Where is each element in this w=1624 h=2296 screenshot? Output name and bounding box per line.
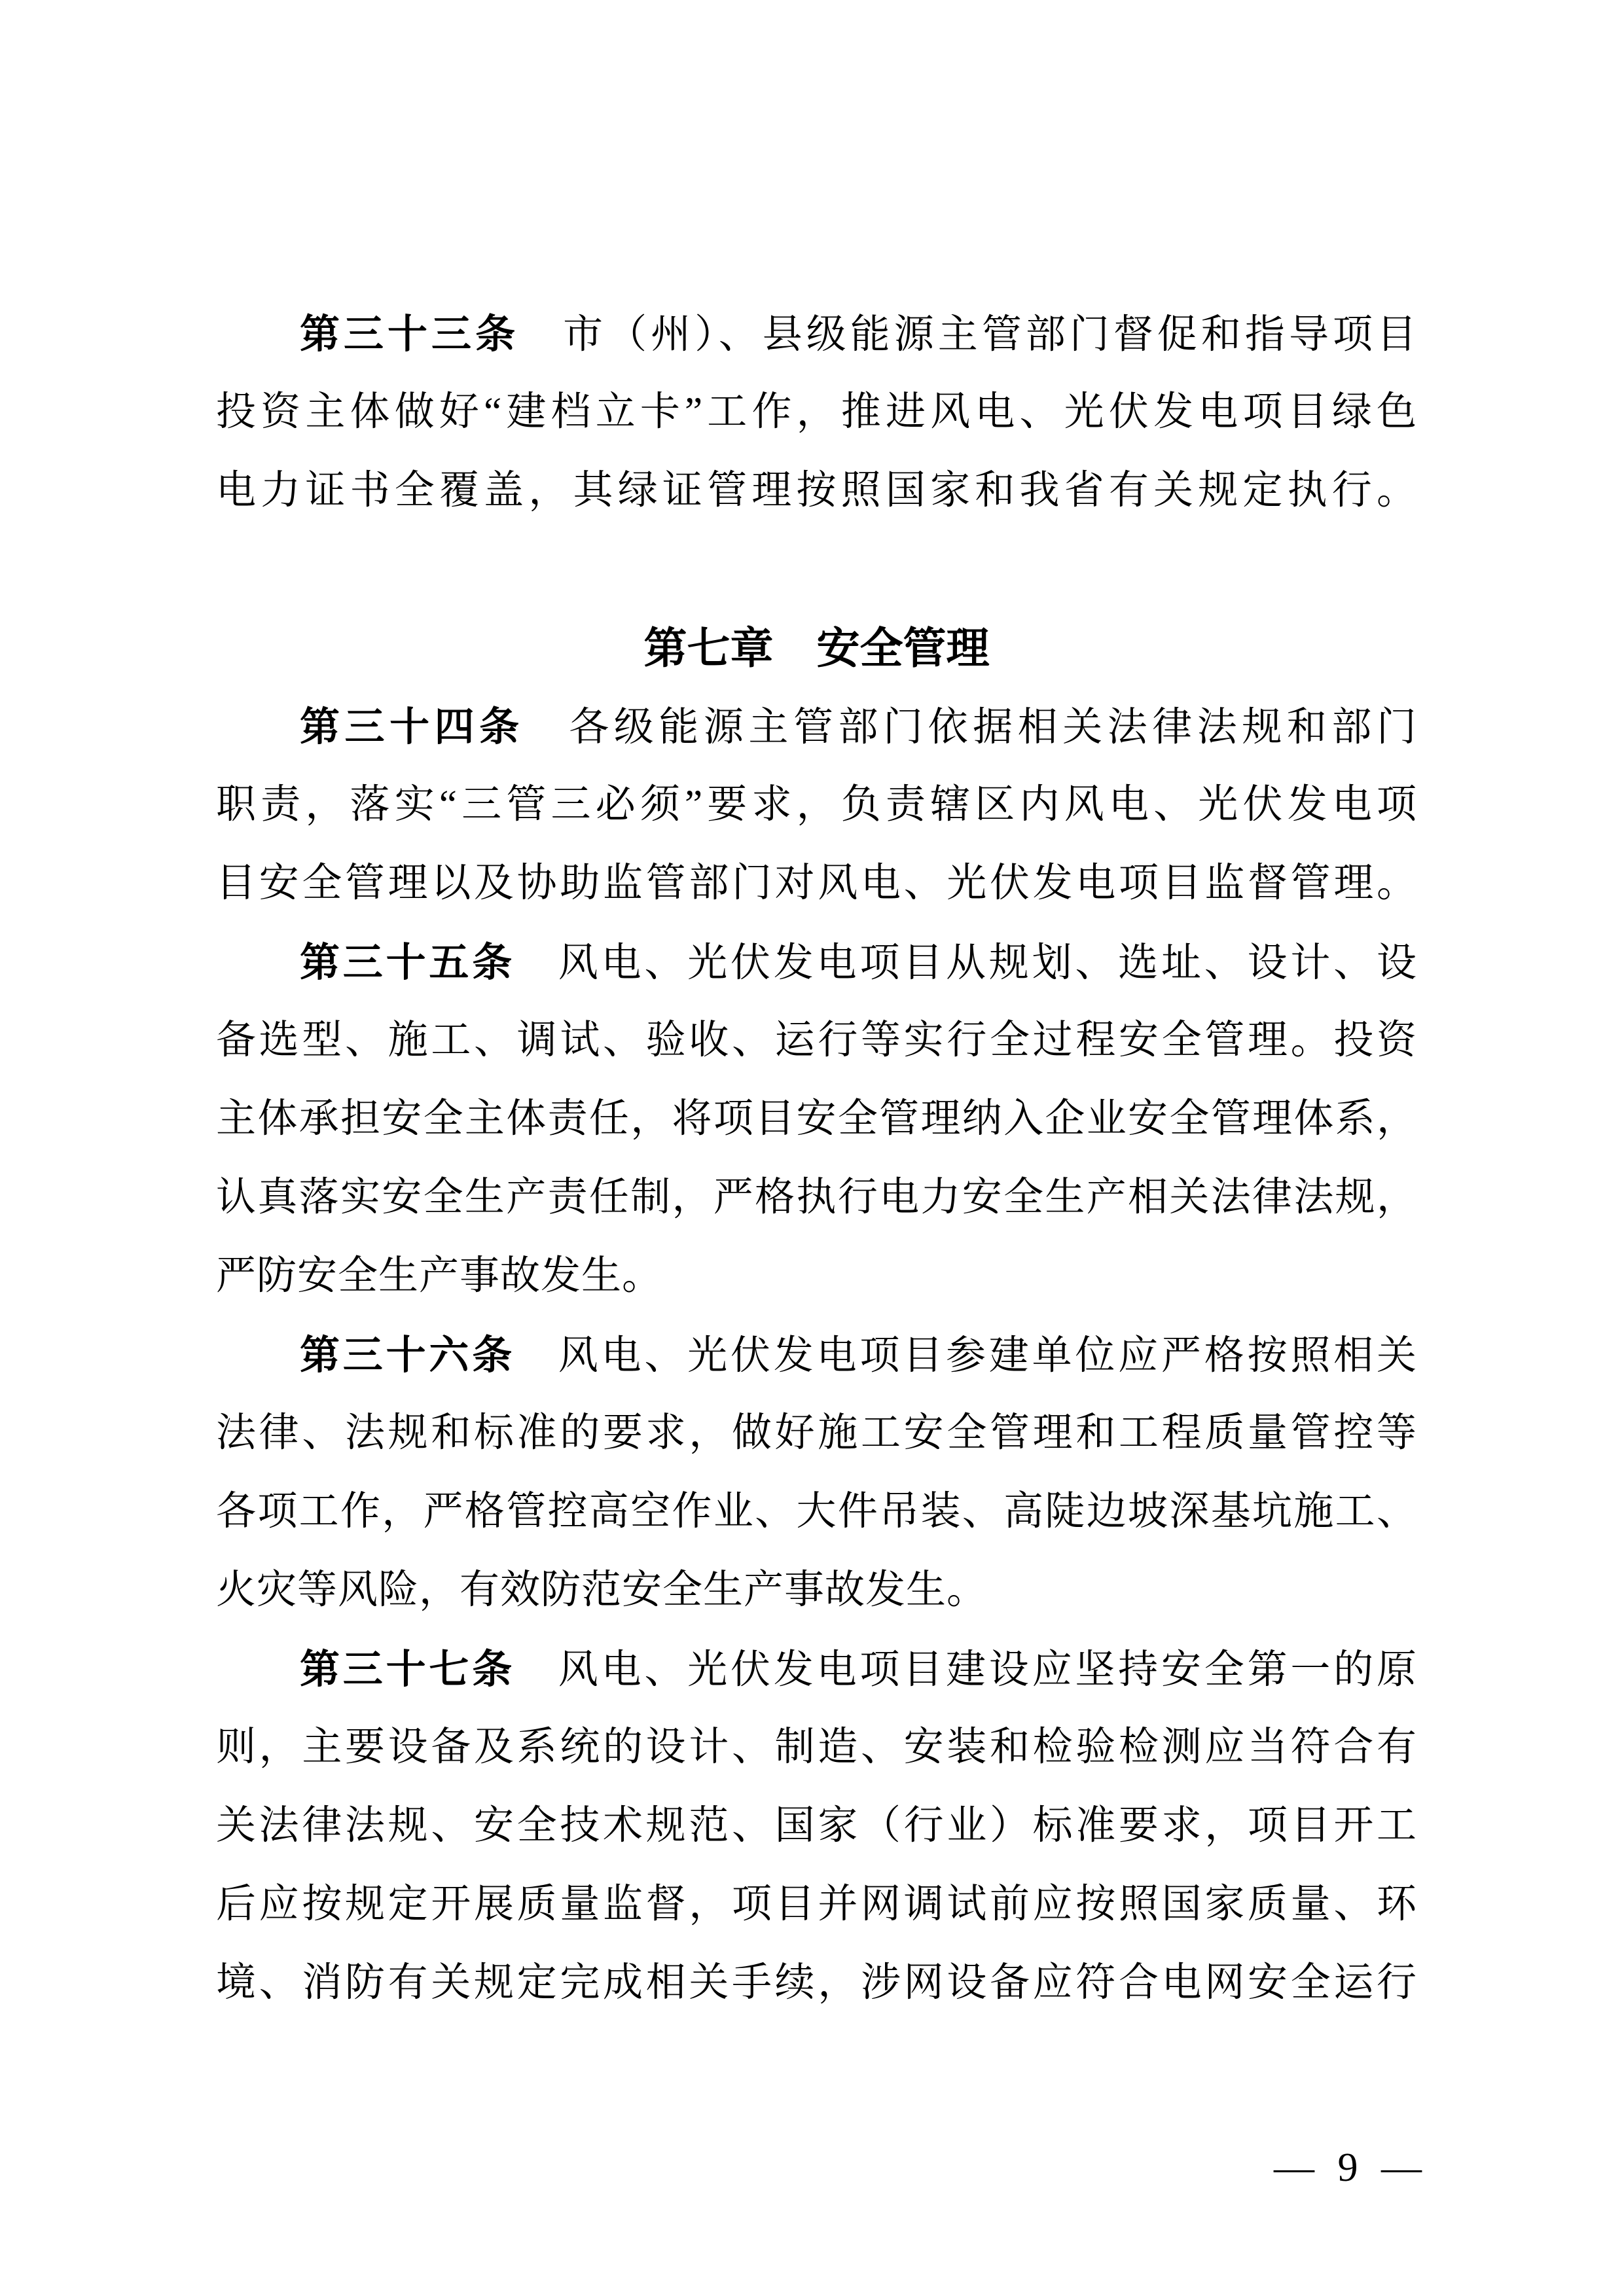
line-text: 法律、法规和标准的要求，做好施工安全管理和工程质量管控等 — [216, 1411, 1417, 1455]
line-text: 则，主要设备及系统的设计、制造、安装和检验检测应当符合有 — [216, 1725, 1417, 1769]
line-text: 火灾等风险，有效防范安全生产事故发生。 — [216, 1568, 988, 1612]
article-35-line — [216, 1237, 1417, 1316]
line-text: 目安全管理以及协助监管部门对风电、光伏发电项目监督管理。 — [216, 861, 1417, 905]
article-37-line — [216, 1787, 1417, 1865]
article-33-line — [216, 452, 1417, 530]
article-37-line — [216, 1630, 1417, 1708]
chapter-heading: 第七章 安全管理 — [643, 624, 990, 672]
article-number: 第三十四条 — [300, 704, 524, 749]
line-text: 境、消防有关规定完成相关手续，涉网设备应符合电网安全运行 — [216, 1961, 1417, 2005]
line-text: 各级能源主管部门依据相关法律法规和部门 — [524, 706, 1417, 749]
article-number: 第三十七条 — [300, 1647, 515, 1691]
article-35-line — [216, 1080, 1417, 1158]
line-text: 电力证书全覆盖，其绿证管理按照国家和我省有关规定执行。 — [216, 469, 1417, 512]
article-34-line — [216, 766, 1417, 844]
line-text: 风电、光伏发电项目建设应坚持安全第一的原 — [515, 1648, 1417, 1692]
line-text: 风电、光伏发电项目参建单位应严格按照相关 — [515, 1334, 1417, 1378]
line-text: 主体承担安全主体责任，将项目安全管理纳入企业安全管理体系， — [216, 1097, 1417, 1141]
line-text: 风电、光伏发电项目从规划、选址、设计、设 — [515, 941, 1417, 985]
article-37-line — [216, 1708, 1417, 1787]
line-text: 职责，落实“三管三必须”要求，负责辖区内风电、光伏发电项 — [216, 783, 1417, 827]
line-text: 各项工作，严格管控高空作业、大件吊装、高陡边坡深基坑施工、 — [216, 1490, 1417, 1534]
article-33-line — [216, 373, 1417, 452]
line-text: 投资主体做好“建档立卡”工作，推进风电、光伏发电项目绿色 — [216, 390, 1417, 434]
line-text: 认真落实安全生产责任制，严格执行电力安全生产相关法律法规， — [216, 1175, 1417, 1219]
line-text: 后应按规定开展质量监督，项目并网调试前应按照国家质量、环 — [216, 1882, 1417, 1926]
document-body — [216, 295, 1417, 2022]
article-34-line — [216, 844, 1417, 923]
article-number: 第三十六条 — [300, 1333, 515, 1377]
article-36-line — [216, 1316, 1417, 1394]
article-36-line — [216, 1394, 1417, 1473]
line-text: 备选型、施工、调试、验收、运行等实行全过程安全管理。投资 — [216, 1018, 1417, 1062]
article-37-line — [216, 1944, 1417, 2022]
article-35-line — [216, 1158, 1417, 1237]
page-number: — 9 — — [1274, 2145, 1423, 2190]
article-37-line — [216, 1865, 1417, 1944]
article-number: 第三十五条 — [300, 940, 515, 984]
article-number: 第三十三条 — [300, 312, 520, 356]
line-text: 严防安全生产事故发生。 — [216, 1254, 663, 1298]
article-35-line — [216, 923, 1417, 1001]
article-36-line — [216, 1551, 1417, 1630]
article-34-line — [216, 687, 1417, 766]
article-33-line — [216, 295, 1417, 373]
line-text: 关法律法规、安全技术规范、国家（行业）标准要求，项目开工 — [216, 1804, 1417, 1848]
article-36-line — [216, 1473, 1417, 1551]
article-35-line — [216, 1001, 1417, 1080]
line-text: 市（州）、县级能源主管部门督促和指导项目 — [519, 313, 1417, 357]
